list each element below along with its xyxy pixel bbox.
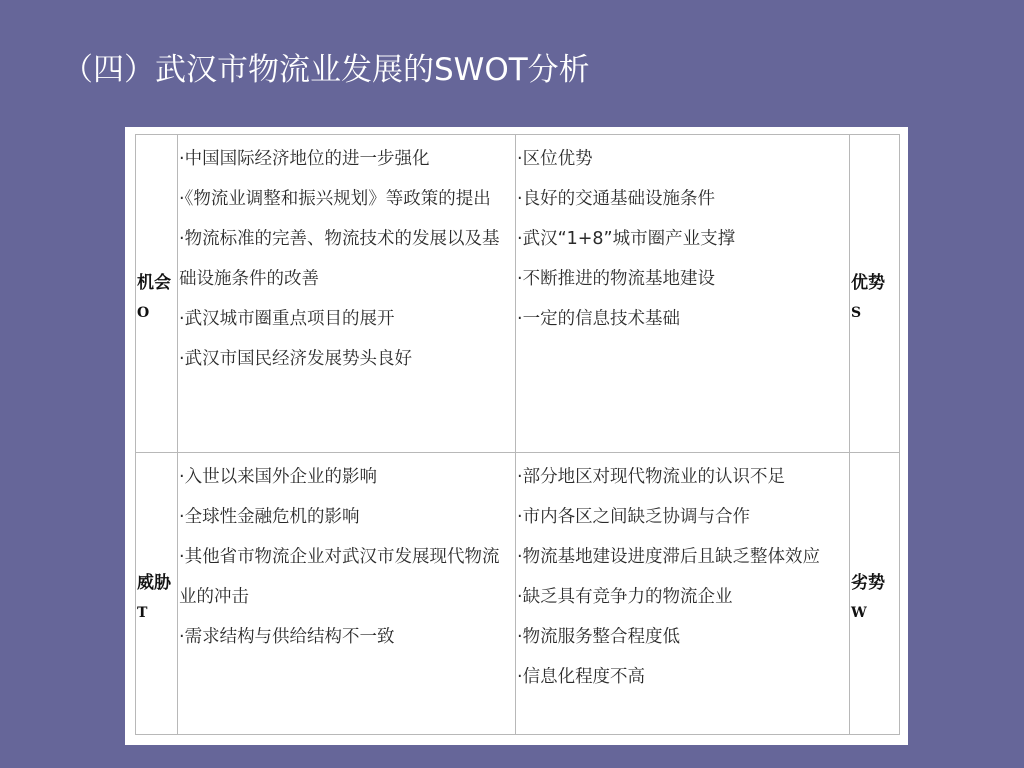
threat-item: ·全球性金融危机的影响 <box>179 507 360 527</box>
opportunity-label: 机会 <box>137 273 171 293</box>
opportunity-cell <box>178 135 516 453</box>
swot-table <box>135 134 900 735</box>
slide-title: （四）武汉市物流业发展的SWOT分析 <box>62 52 590 88</box>
weakness-item: ·缺乏具有竞争力的物流企业 <box>517 587 733 607</box>
strength-item: ·武汉“1+8”城市圈产业支撑 <box>517 229 736 249</box>
strength-item: ·良好的交通基础设施条件 <box>517 189 716 209</box>
opportunity-item: ·《物流业调整和振兴规划》等政策的提出 <box>179 189 491 209</box>
strength-item: ·一定的信息技术基础 <box>517 309 681 329</box>
threat-label: 威胁 <box>137 573 171 593</box>
opportunity-item: ·武汉城市圈重点项目的展开 <box>179 309 395 329</box>
weakness-item: ·物流服务整合程度低 <box>517 627 681 647</box>
strength-cell <box>516 135 850 453</box>
threat-item: ·需求结构与供给结构不一致 <box>179 627 395 647</box>
weakness-label: 劣势 <box>851 573 885 593</box>
weakness-cell <box>516 453 850 735</box>
weakness-code: W <box>851 605 867 621</box>
threat-item: ·其他省市物流企业对武汉市发展现代物流业的冲击 <box>179 547 500 607</box>
threat-item: ·入世以来国外企业的影响 <box>179 467 378 487</box>
threat-cell <box>178 453 516 735</box>
opportunity-item: ·中国国际经济地位的进一步强化 <box>179 149 430 169</box>
opportunity-label-cell <box>136 135 178 453</box>
threat-code: T <box>137 605 148 621</box>
swot-row-bottom <box>136 453 900 735</box>
opportunity-item: ·武汉市国民经济发展势头良好 <box>179 349 413 369</box>
opportunity-code: O <box>137 305 150 321</box>
weakness-item: ·部分地区对现代物流业的认识不足 <box>517 467 786 487</box>
weakness-label-cell <box>850 453 900 735</box>
weakness-item: ·物流基地建设进度滞后且缺乏整体效应 <box>517 547 821 567</box>
weakness-item: ·市内各区之间缺乏协调与合作 <box>517 507 751 527</box>
strength-item: ·不断推进的物流基地建设 <box>517 269 716 289</box>
weakness-item: ·信息化程度不高 <box>517 667 646 687</box>
strength-code: S <box>851 305 862 321</box>
strength-label: 优势 <box>851 273 885 293</box>
opportunity-item: ·物流标准的完善、物流技术的发展以及基础设施条件的改善 <box>179 229 500 289</box>
swot-row-top <box>136 135 900 453</box>
threat-label-cell <box>136 453 178 735</box>
swot-table-panel <box>125 127 908 745</box>
strength-label-cell <box>850 135 900 453</box>
strength-item: ·区位优势 <box>517 149 593 169</box>
